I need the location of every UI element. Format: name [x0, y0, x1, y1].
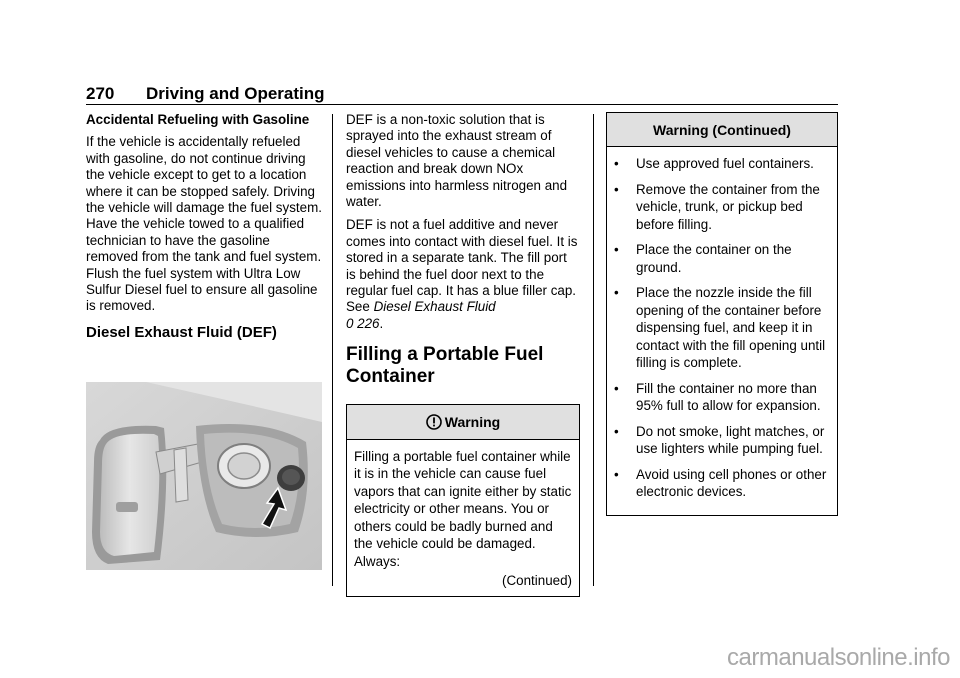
- bullet-text: Use approved fuel containers.: [636, 156, 814, 172]
- heading-portable-fuel-container: Filling a Portable Fuel Container: [346, 344, 544, 388]
- cross-reference-page[interactable]: 0 226: [346, 315, 380, 331]
- bullet-mark: •: [614, 242, 619, 258]
- continued-label: (Continued): [502, 573, 572, 589]
- warning-box-continued: [606, 112, 838, 516]
- paragraph-def-description: DEF is a non-toxic solution that is sprayed into the exhaust stream of diesel vehicles to cause a chemical reaction and break down NOx emissions into harmless nitrogen and water.: [346, 112, 568, 210]
- bullet-item: [614, 423, 830, 458]
- column-divider: [332, 114, 333, 586]
- bullet-text: Place the nozzle inside the fill opening of the container before dispensing fuel, and keep it in contact with the fill opening until filling is complete.: [636, 285, 826, 371]
- page-number: 270: [86, 84, 115, 103]
- bullet-mark: •: [614, 423, 619, 439]
- warning-continued-title: Warning (Continued): [607, 113, 837, 147]
- section-heading-def: Diesel Exhaust Fluid (DEF): [86, 323, 277, 341]
- bullet-item: [614, 181, 830, 234]
- bullet-item: [614, 380, 830, 415]
- bullet-mark: •: [614, 181, 619, 197]
- bullet-text: Do not smoke, light matches, or use lighters while pumping fuel.: [636, 423, 825, 457]
- xref-period: .: [379, 315, 384, 331]
- bullet-item: [614, 241, 830, 276]
- watermark: carmanualsonline.info: [727, 644, 950, 671]
- bullet-mark: •: [614, 380, 619, 396]
- subheading-accidental-refueling: Accidental Refueling with Gasoline: [86, 112, 310, 127]
- bullet-item: [614, 466, 830, 501]
- paragraph-def-storage: [346, 217, 580, 332]
- warning-title: [347, 405, 579, 439]
- bullet-text: Avoid using cell phones or other electronic devices.: [636, 466, 827, 500]
- warning-title-text: Warning: [444, 414, 501, 431]
- warning-body: [347, 440, 579, 596]
- warning-bullet-list: [607, 147, 837, 515]
- warning-icon: [426, 414, 442, 430]
- warning-text: Filling a portable fuel container while it is in the vehicle can cause fuel vapors that can ignite either by static electricity or other means. You or others could be badly burned and the vehicle could be damaged. Always:: [354, 448, 572, 569]
- page-header: [86, 84, 838, 106]
- bullet-mark: •: [614, 285, 619, 301]
- def-fill-port-illustration: [86, 382, 322, 570]
- def-storage-text: DEF is not a fuel additive and never comes into contact with diesel fuel. It is stored in a separate tank. The fill port is behind the fuel door next to the regular fuel cap. It has a blue filler cap. See: [346, 217, 578, 315]
- warning-box: [346, 404, 580, 596]
- bullet-item: [614, 284, 830, 372]
- bullet-text: Fill the container no more than 95% full to allow for expansion.: [636, 380, 821, 414]
- column-3: [606, 112, 838, 516]
- column-divider: [593, 114, 594, 586]
- chapter-title: Driving and Operating: [146, 84, 325, 103]
- bullet-mark: •: [614, 156, 619, 172]
- cross-reference-link[interactable]: Diesel Exhaust Fluid: [373, 299, 496, 315]
- column-1: [86, 112, 322, 351]
- bullet-item: [614, 155, 830, 173]
- header-rule: [86, 104, 838, 105]
- bullet-text: Remove the container from the vehicle, trunk, or pickup bed before filling.: [636, 181, 820, 232]
- column-2: [346, 112, 580, 597]
- paragraph-accidental-refueling: If the vehicle is accidentally refueled with gasoline, do not continue driving the vehicle except to get to a location where it can be stopped safely. Driving the vehicle will damage the fuel system. Have the vehicle towed to a qualified technician to have the gasoline removed from the tank and fuel system. Flush the fuel system with Ultra Low Sulfur Diesel fuel to ensure all gasoline is removed.: [86, 134, 322, 314]
- bullet-text: Place the container on the ground.: [636, 242, 792, 275]
- bullet-mark: •: [614, 466, 619, 482]
